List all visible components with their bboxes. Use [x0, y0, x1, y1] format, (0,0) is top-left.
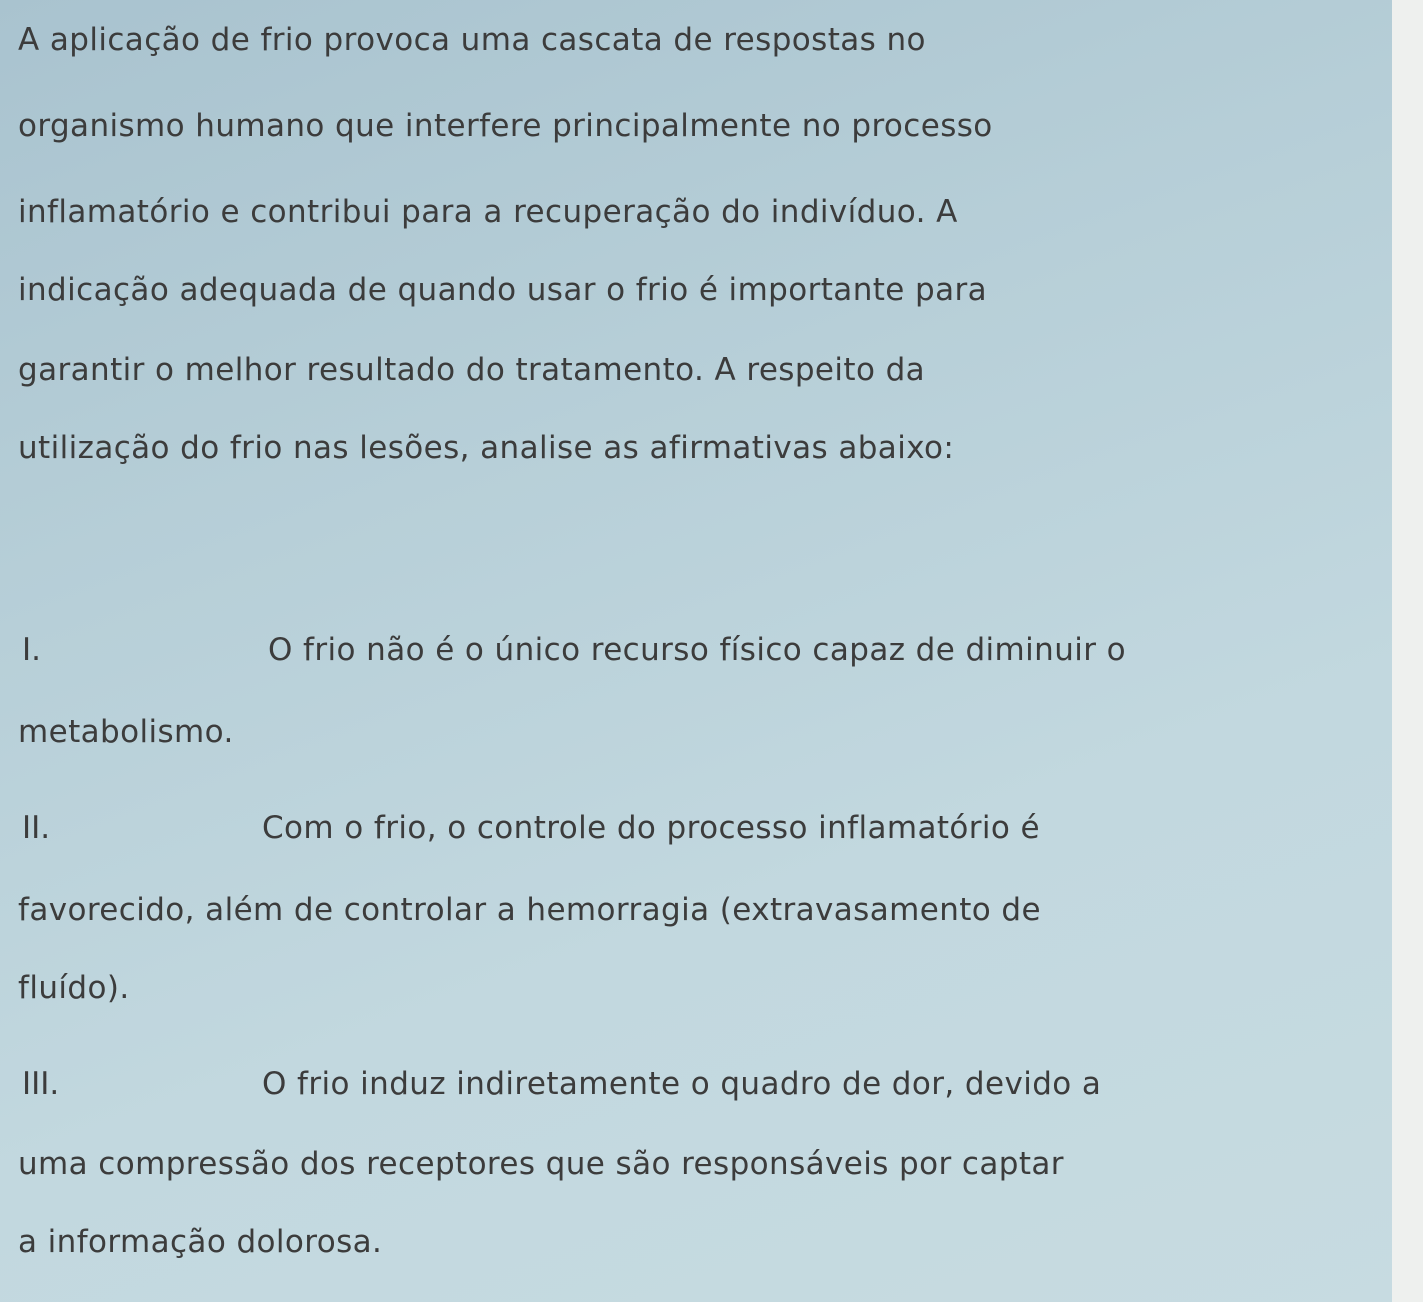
item-3-continuation-2: a informação dolorosa.	[18, 1224, 383, 1260]
item-3-continuation-1: uma compressão dos receptores que são responsáveis por captar	[18, 1146, 1064, 1182]
item-2-first-line: Com o frio, o controle do processo inflamatório é	[262, 810, 1041, 846]
intro-line-2: organismo humano que interfere principalmente no processo	[18, 108, 993, 144]
item-1-number: I.	[22, 632, 41, 668]
item-1-first-line: O frio não é o único recurso físico capaz de diminuir o	[268, 632, 1127, 668]
item-1-continuation-1: metabolismo.	[18, 714, 234, 750]
page-edge	[1392, 0, 1423, 1302]
item-3-number: III.	[22, 1066, 60, 1102]
intro-line-5: garantir o melhor resultado do tratamento. A respeito da	[18, 352, 926, 388]
intro-line-3: inflamatório e contribui para a recuperação do indivíduo. A	[18, 194, 958, 230]
intro-line-4: indicação adequada de quando usar o frio é importante para	[18, 272, 988, 308]
item-2-continuation-2: fluído).	[18, 970, 130, 1006]
intro-line-6: utilização do frio nas lesões, analise as afirmativas abaixo:	[18, 430, 955, 466]
intro-line-1: A aplicação de frio provoca uma cascata de respostas no	[18, 22, 926, 58]
item-2-number: II.	[22, 810, 51, 846]
item-3-first-line: O frio induz indiretamente o quadro de dor, devido a	[262, 1066, 1102, 1102]
item-2-continuation-1: favorecido, além de controlar a hemorragia (extravasamento de	[18, 892, 1041, 928]
